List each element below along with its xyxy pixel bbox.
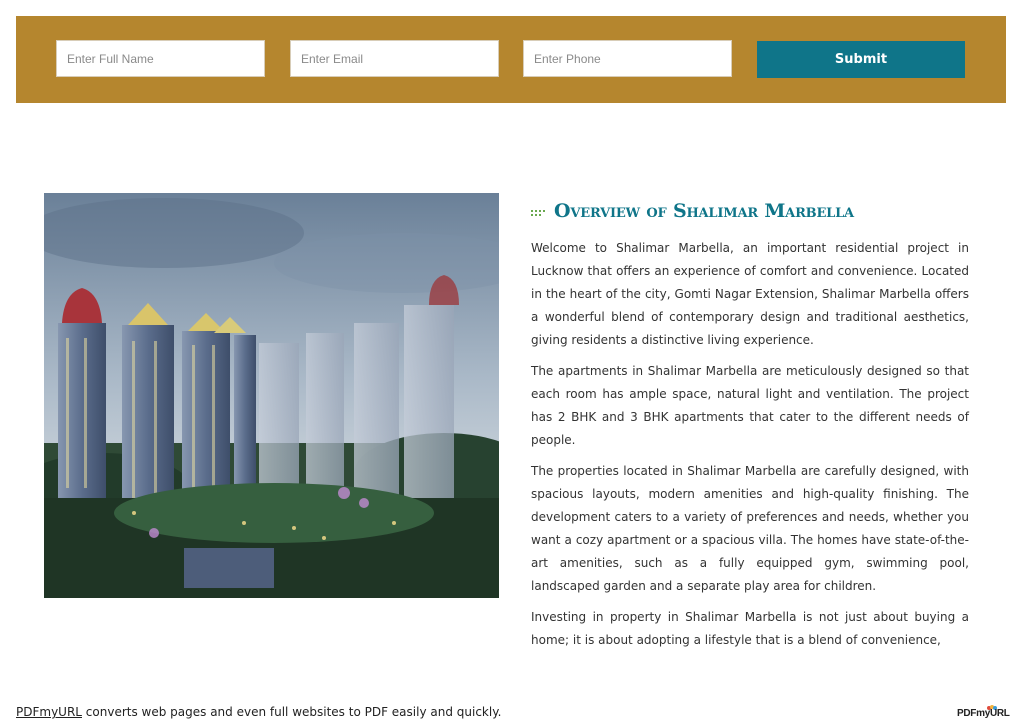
page-title: Overview of Shalimar Marbella <box>554 200 854 222</box>
enquiry-form-bar <box>16 16 1006 103</box>
footer-text: converts web pages and even full websites to PDF easily and quickly. <box>81 705 502 719</box>
submit-button[interactable]: Submit <box>757 41 965 78</box>
project-photo <box>44 193 499 598</box>
logo-text: PDFmyURL <box>957 708 1010 719</box>
paragraph: The apartments in Shalimar Marbella are meticulously designed so that each room has ample space, natural light and ventilation. The project has 2 BHK and 3 BHK apartments that cater to the different needs of people. <box>531 364 969 447</box>
pdfmyurl-logo[interactable] <box>957 705 1010 721</box>
paragraph: Investing in property in Shalimar Marbella is not just about buying a home; it is about adopting a lifestyle that is a blend of convenience, <box>531 610 969 647</box>
paragraph: The properties located in Shalimar Marbella are carefully designed, with spacious layouts, modern amenities and high-quality finishing. The development caters to a variety of preferences and needs, whether you want a cozy apartment or a spacious villa. The homes have state-of-the-art amenities, such as a fully equipped gym, swimming pool, landscaped garden and a separate play area for children. <box>531 464 969 593</box>
overview-text <box>531 237 969 660</box>
full-name-input[interactable] <box>56 40 265 77</box>
dotted-grid-icon <box>531 210 547 218</box>
email-input[interactable] <box>290 40 499 77</box>
paragraph: Welcome to Shalimar Marbella, an important residential project in Lucknow that offers an experience of comfort and convenience. Located in the heart of the city, Gomti Nagar Extension, Shalimar Marbella offers a wonderful blend of contemporary design and traditional aesthetics, giving residents a distinctive living experience. <box>531 241 969 347</box>
overview-heading <box>531 200 971 228</box>
phone-input[interactable] <box>523 40 732 77</box>
footer <box>16 705 501 719</box>
pdfmyurl-link[interactable]: PDFmyURL <box>16 705 82 719</box>
